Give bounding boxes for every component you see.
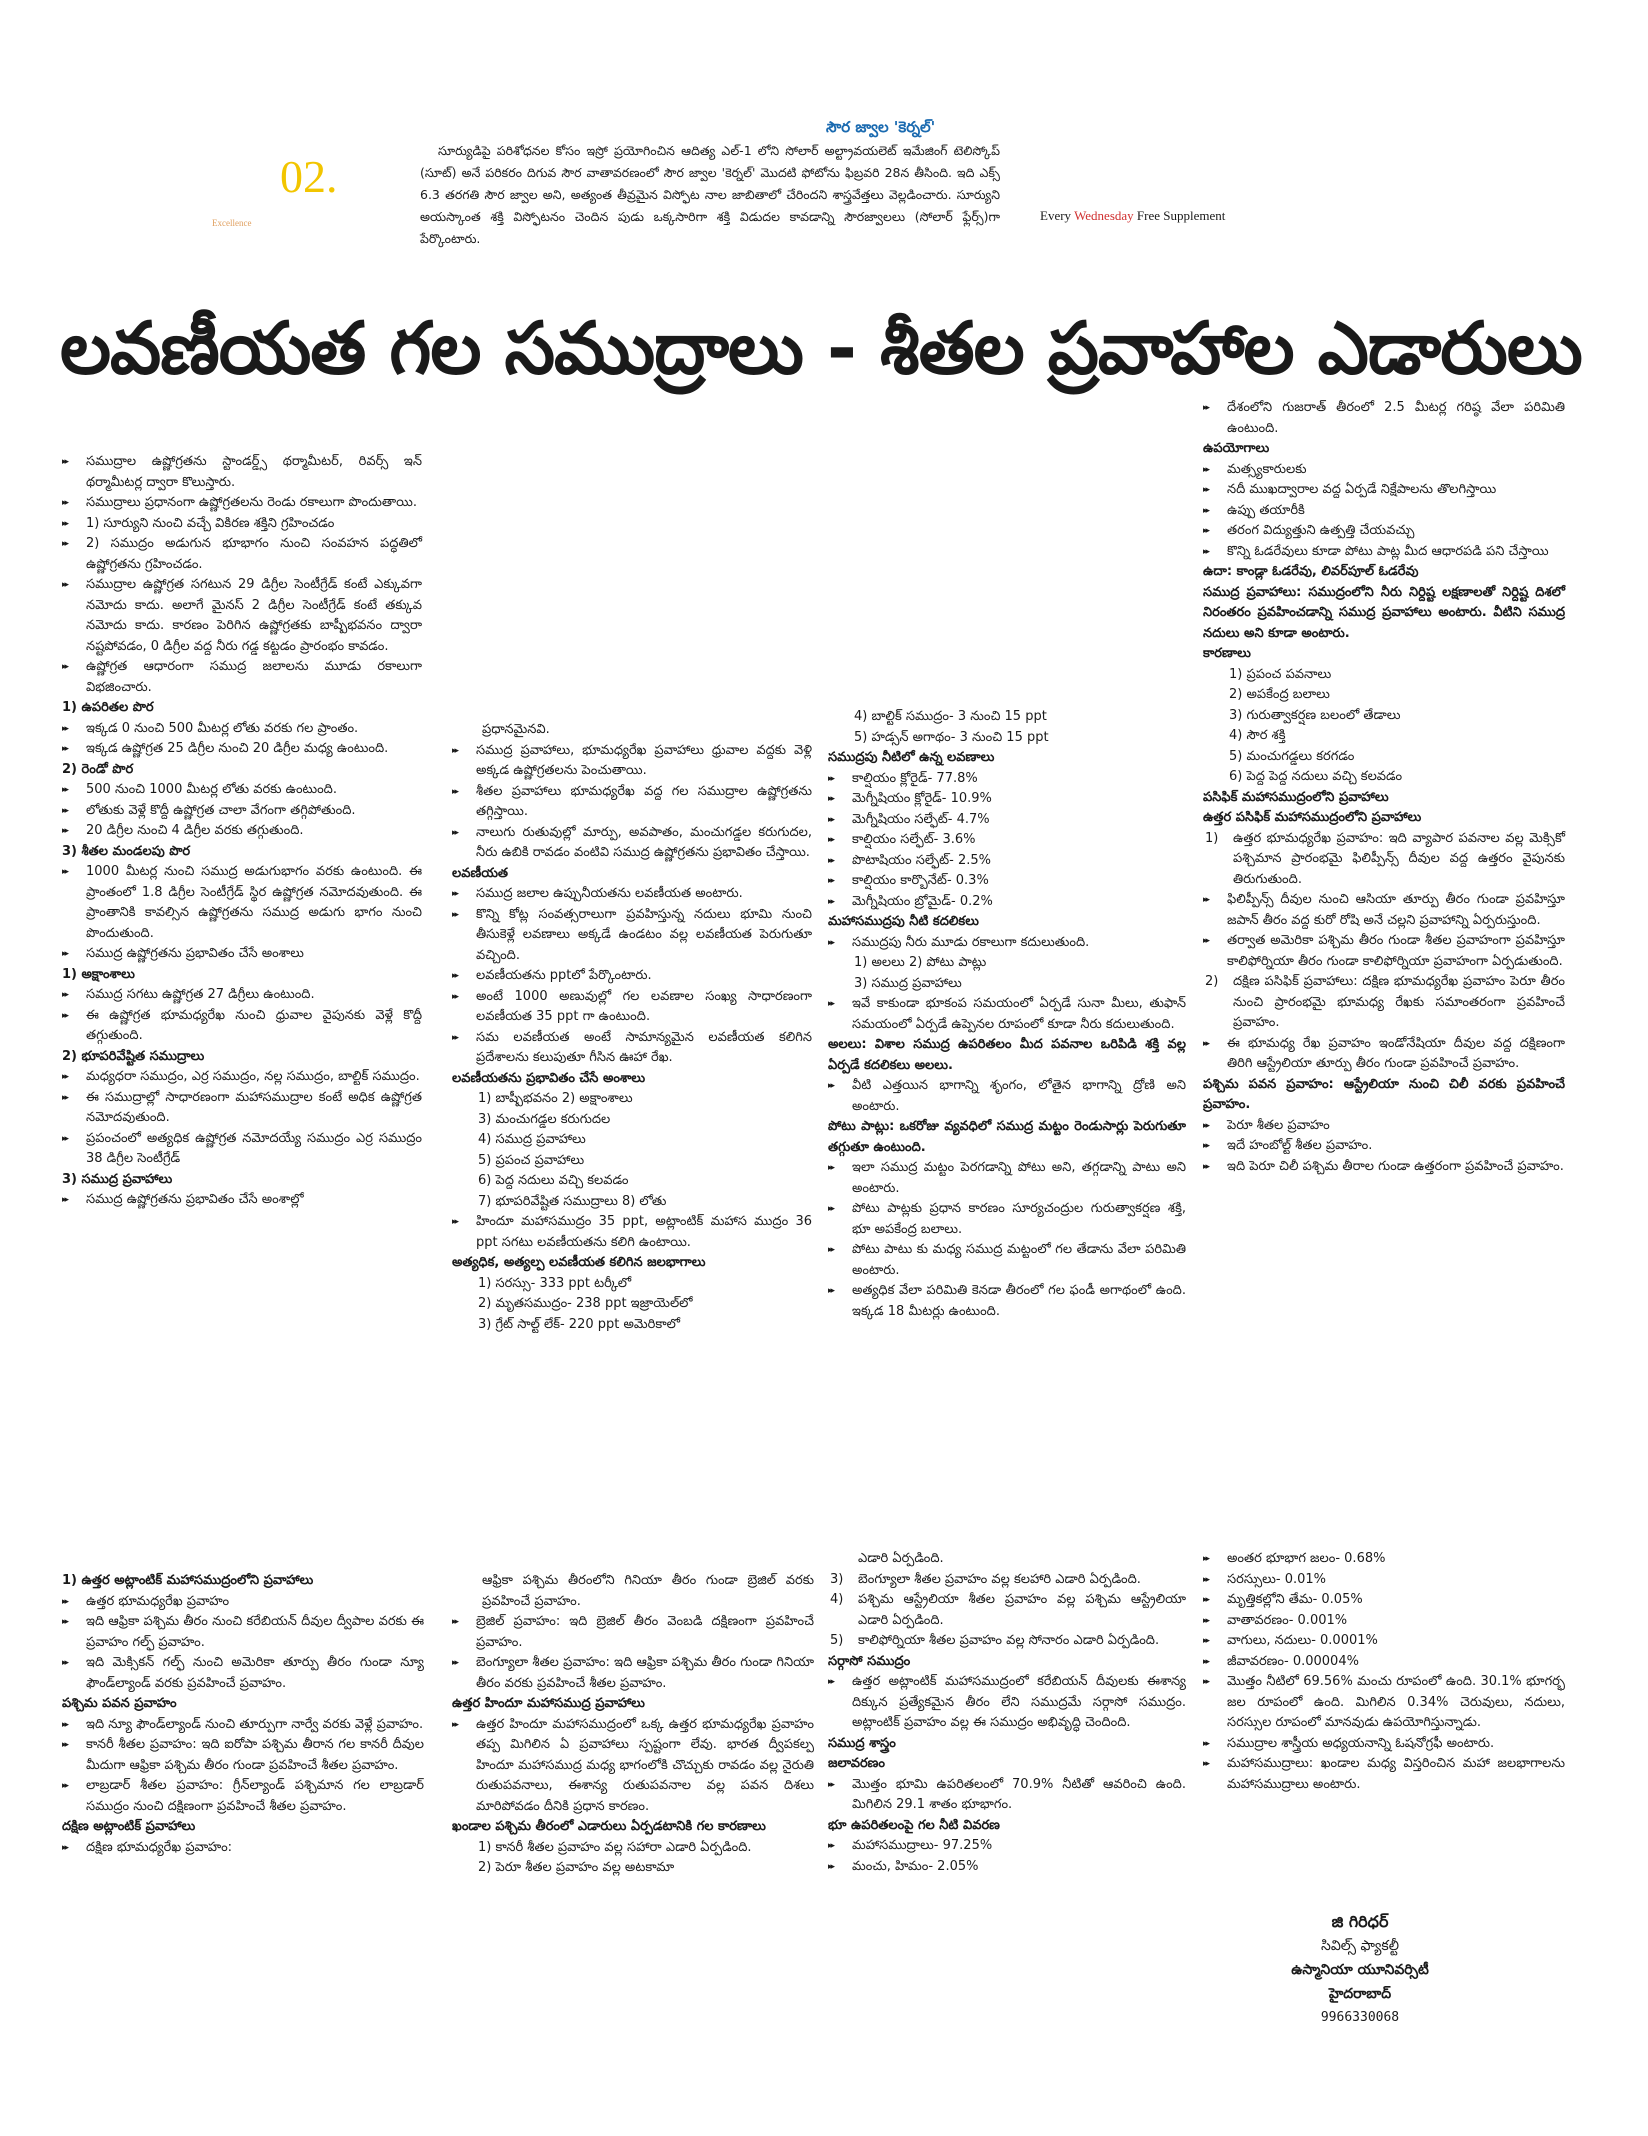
bullet-item: ▸▸ మెగ్నీషియం బ్రోమైడ్- 0.2% [828, 892, 1186, 913]
bullet-item: ▸▸ ఉత్తర భూమధ్యరేఖ ప్రవాహం [62, 1592, 424, 1613]
section-heading: 2) భూపరివేష్టిత సముద్రాలు [62, 1048, 205, 1064]
item-number: 5) [830, 1633, 844, 1648]
list-item: 1) అలలు 2) పోటు పాట్లు [854, 955, 987, 970]
section-heading: ఖండాల పశ్చిమ తీరంలో ఎడారులు ఏర్పడటానికి గల కారణాలు [452, 1819, 766, 1834]
bullet-item: ▸▸ కాల్షియం కార్బొనేట్- 0.3% [828, 871, 1186, 892]
bullet-item: ▸▸ దేశంలోని గుజరాత్ తీరంలో 2.5 మీటర్ల గరిష్ఠ వేలా పరిమితి ఉంటుంది. [1203, 398, 1565, 439]
bullet-item: ▸▸ కానరీ శీతల ప్రవాహం: ఇది ఐరోపా పశ్చిమ తీరాన గల కానరీ దీవుల మీదుగా ఆఫ్రికా పశ్చిమ తీరం గుండా ప్రవహించే శీతల ప్రవాహం. [62, 1735, 424, 1776]
column-8 [1203, 1549, 1565, 1795]
list-item: 3) సముద్ర ప్రవాహాలు [854, 975, 962, 991]
bullet-item: ▸▸ సరస్సులు- 0.01% [1203, 1570, 1565, 1591]
author-phone: 9966330068 [1320, 2010, 1400, 2025]
bullet-item: ▸▸ లోతుకు వెళ్లే కొద్దీ ఉష్ణోగ్రత చాలా వేగంగా తగ్గిపోతుంది. [62, 801, 422, 822]
list-item: 2) మృతసముద్రం- 238 ppt ఇజ్రాయెల్‌లో [478, 1296, 693, 1311]
list-item: 4) సౌర శక్తి [1229, 728, 1286, 743]
tagline [1040, 208, 1225, 224]
bullet-item: ▸▸ ఇది పెరూ చిలీ పశ్చిమ తీరాల గుండా ఉత్తరంగా ప్రవహించే ప్రవాహం. [1203, 1157, 1565, 1178]
bullet-item: ▸▸ వాతావరణం- 0.001% [1203, 1611, 1565, 1632]
section-heading: పశ్చిమ పవన ప్రవాహం: ఆస్ట్రేలియా నుంచి చిలీ వరకు ప్రవహించే ప్రవాహం. [1203, 1076, 1565, 1112]
continued-text: ప్రధానమైనవి. [482, 722, 550, 737]
bullet-item: ▸▸ మహాసముద్రాలు: ఖండాల మధ్య విస్తరించిన మహా జలభాగాలను మహాసముద్రాలు అంటారు. [1203, 1754, 1565, 1795]
author-block [1195, 1910, 1525, 2030]
bullet-item: ▸▸ నాలుగు రుతువుల్లో మార్పు, అవపాతం, మంచుగడ్డల కరుగుదల, నీరు ఉబికి రావడం వంటివి సముద్ర ఉష్ణోగ్రతను ప్రభావితం చేస్తాయి. [452, 823, 812, 864]
bullet-item: ▸▸ మెగ్నీషియం సల్ఫేట్- 4.7% [828, 810, 1186, 831]
bullet-item: ▸▸ కాల్షియం సల్ఫేట్- 3.6% [828, 830, 1186, 851]
continued-text: ఎడారి ఏర్పడింది. [858, 1551, 944, 1566]
item-number: 2) [1205, 974, 1219, 989]
section-heading: సర్గాసో సముద్రం [828, 1653, 911, 1669]
news-text: సూర్యుడిపై పరిశోధనల కోసం ఇస్రో ప్రయోగించిన ఆదిత్య ఎల్-1 లోని సోలార్ అల్ట్రావయలెట్ ఇమేజింగ్ టెలిస్కోప్ (సూట్) అనే పరికరం దిగువ సౌర వాతావరణంలో సౌర జ్వాల 'కెర్నల్' మొదటి ఫోటోను ఫిబ్రవరి 28న తీసింది. ఇది ఎక్స్ 6.3 తరగతి సౌర జ్వాల అని, అత్యంత తీవ్రమైన విస్ఫోట నాల జాబితాలో చేరిందని శాస్త్రవేత్తలు వెల్లడించారు. సూర్యుని అయస్కాంత శక్తి విస్ఫోటనం చెందిన పుడు ఒక్కసారిగా శక్తి విడుదల కావడాన్ని సౌరజ్వాలలు (సోలార్ ఫ్లేర్స్)గా పేర్కొంటారు. [420, 143, 1000, 246]
section-heading: ఉత్తర పసిఫిక్ మహాసముద్రంలోని ప్రవాహాలు [1203, 810, 1422, 825]
bullet-item: ▸▸ ఇలా సముద్ర మట్టం పెరగడాన్ని పోటు అని, తగ్గడాన్ని పాటు అని అంటారు. [828, 1158, 1186, 1199]
bullet-item: ▸▸ శీతల ప్రవాహాలు భూమధ్యరేఖ వద్ద గల సముద్రాల ఉష్ణోగ్రతను తగ్గిస్తాయి. [452, 782, 812, 823]
bullet-item: ▸▸ మృత్తికల్లోని తేమ- 0.05% [1203, 1590, 1565, 1611]
item-text: పశ్చిమ ఆస్ట్రేలియా శీతల ప్రవాహం వల్ల పశ్చిమ ఆస్ట్రేలియా ఎడారి ఏర్పడింది. [858, 1592, 1186, 1628]
bullet-item: ▸▸ సముద్ర ప్రవాహాలు, భూమధ్యరేఖ ప్రవాహాలు ధ్రువాల వద్దకు వెళ్లి అక్కడ ఉష్ణోగ్రతలను పెంచుతాయి. [452, 741, 812, 782]
section-heading: ఉదా: కాండ్లా ఓడరేవు, లివర్‌పూల్ ఓడరేవు [1203, 564, 1419, 579]
section-heading: అత్యధిక, అత్యల్ప లవణీయత కలిగిన జలభాగాలు [452, 1255, 706, 1270]
section-heading: జలావరణం [828, 1756, 885, 1771]
bullet-item: ▸▸ సముద్రాల ఉష్ణోగ్రత సగటున 29 డిగ్రీల సెంటీగ్రేడ్ కంటే ఎక్కువగా నమోదు కాదు. అలాగే మైనస్ 2 డిగ్రీల సెంటీగ్రేడ్ కంటే తక్కువ నమోదు కాదు. కారణం పెరిగిన ఉష్ణోగ్రతకు బాష్పీభవనం ద్వారా నష్టపోవడం, 0 డిగ్రీల వద్ద నీరు గడ్డ కట్టడం ప్రారంభం కావడం. [62, 575, 422, 657]
bullet-item: ▸▸ వీటి ఎత్తయిన భాగాన్ని శృంగం, లోతైన భాగాన్ని ద్రోణి అని అంటారు. [828, 1076, 1186, 1117]
section-heading: సముద్ర శాస్త్రం [828, 1735, 896, 1751]
bullet-item: ▸▸ 500 నుంచి 1000 మీటర్ల లోతు వరకు ఉంటుంది. [62, 780, 422, 801]
bullet-item: ▸▸ ఇది న్యూ ఫౌండ్‌ల్యాండ్ నుంచి తూర్పుగా నార్వే వరకు వెళ్లే ప్రవాహం. [62, 1715, 424, 1736]
bullet-item: ▸▸ మధ్యధరా సముద్రం, ఎర్ర సముద్రం, నల్ల సముద్రం, బాల్టిక్ సముద్రం. [62, 1067, 422, 1088]
bullet-item: ▸▸ ఇక్కడ 0 నుంచి 500 మీటర్ల లోతు వరకు గల ప్రాంతం. [62, 719, 422, 740]
numbered-item [828, 1590, 1186, 1631]
brand-label: Excellence [212, 218, 252, 228]
bullet-item: ▸▸ నదీ ముఖద్వారాల వద్ద ఏర్పడే నిక్షేపాలను తొలగిస్తాయి [1203, 480, 1565, 501]
bullet-item: ▸▸ అత్యధిక వేలా పరిమితి కెనడా తీరంలో గల ఫండీ అగాథంలో ఉంది. ఇక్కడ 18 మీటర్లు ఉంటుంది. [828, 1281, 1186, 1322]
list-item: 6) పెద్ద పెద్ద నదులు వచ్చి కలవడం [1229, 769, 1403, 784]
bullet-item: ▸▸ సముద్రాల శాస్త్రీయ అధ్యయనాన్ని ఓషనోగ్రఫీ అంటారు. [1203, 1734, 1565, 1755]
bullet-item: ▸▸ ఉత్తర అట్లాంటిక్ మహాసముద్రంలో కరేబియన్ దీవులకు ఈశాన్య దిక్కున ప్రత్యేకమైన తీరం లేని సముద్రమే సర్గాసో సముద్రం. అట్లాంటిక్ ప్రవాహం వల్ల ఈ సముద్రం అభివృద్ధి చెందింది. [828, 1672, 1186, 1734]
bullet-item: ▸▸ సముద్ర జలాల ఉప్పునీయతను లవణీయత అంటారు. [452, 884, 812, 905]
bullet-item: ▸▸ లవణీయతను pptలో పేర్కొంటారు. [452, 966, 812, 987]
bullet-item: ▸▸ పొటాషియం సల్ఫేట్- 2.5% [828, 851, 1186, 872]
section-heading: పసిఫిక్ మహాసముద్రంలోని ప్రవాహాలు [1203, 789, 1389, 805]
bullet-item: ▸▸ ఈ భూమధ్య రేఖ ప్రవాహం ఇండోనేషియా దీవుల వద్ద దక్షిణంగా తిరిగి ఆస్ట్రేలియా తూర్పు తీరం గుండా ప్రవహించే ప్రవాహం. [1203, 1034, 1565, 1075]
section-heading: పోటు పాట్లు: ఒకరోజు వ్యవధిలో సముద్ర మట్టం రెండుసార్లు పెరుగుతూ తగ్గుతూ ఉంటుంది. [828, 1119, 1186, 1155]
section-heading: 1) ఉపరితల పొర [62, 700, 154, 715]
list-item: 1) బాష్పీభవనం 2) అక్షాంశాలు [478, 1091, 633, 1106]
list-item: 5) మంచుగడ్డలు కరగడం [1229, 748, 1355, 764]
bullet-item: ▸▸ మొత్తం భూమి ఉపరితలంలో 70.9% నీటితో ఆవరించి ఉంది. మిగిలిన 29.1 శాతం భూభాగం. [828, 1775, 1186, 1816]
section-heading: ఉపయోగాలు [1203, 441, 1270, 456]
author-role: సివిల్స్ ఫ్యాకల్టీ [1321, 1938, 1399, 1954]
section-heading: 1) ఉత్తర అట్లాంటిక్ మహాసముద్రంలోని ప్రవాహాలు [62, 1573, 314, 1588]
section-heading: లవణీయత [452, 865, 509, 881]
section-heading: కారణాలు [1203, 646, 1251, 661]
list-item: 3) గ్రేట్ సాల్ట్ లేక్- 220 ppt అమెరికాలో [478, 1316, 680, 1332]
numbered-item [828, 1631, 1186, 1652]
section-heading: 1) అక్షాంశాలు [62, 966, 135, 982]
section-heading: లవణీయతను ప్రభావితం చేసే అంశాలు [452, 1070, 646, 1086]
item-number: 4) [830, 1592, 844, 1607]
list-item: 4) బాల్టిక్ సముద్రం- 3 నుంచి 15 ppt [854, 709, 1047, 724]
bullet-item: ▸▸ 1000 మీటర్ల నుంచి సముద్ర అడుగుభాగం వరకు ఉంటుంది. ఈ ప్రాంతంలో 1.8 డిగ్రీల సెంటీగ్రేడ్ స్థిర ఉష్ణోగ్రత నమోదవుతుంది. ఈ ప్రాంతానికి కావల్సిన ఉష్ణోగ్రతను సముద్ర అడుగు భాగం నుంచి పొందుతుంది. [62, 862, 422, 944]
tagline-day: Wednesday [1074, 208, 1134, 223]
item-text: ఉత్తర భూమధ్యరేఖ ప్రవాహం: ఇది వ్యాపార పవనాల వల్ల మెక్సికో పశ్చిమాన ప్రారంభమై ఫిలిప్పీన్స్ దీవుల వద్ద ఉత్తరం వైపునకు తిరుగుతుంది. [1233, 830, 1565, 887]
list-item: 2) అపకేంద్ర బలాలు [1229, 687, 1330, 702]
numbered-item [828, 1570, 1186, 1591]
author-org: ఉస్మానియా యూనివర్సిటీ [1291, 1962, 1429, 1978]
section-heading: అలలు: విశాల సముద్ర ఉపరితలం మీద పవనాల ఒరిపిడి శక్తి వల్ల ఏర్పడే కదలికలు అలలు. [828, 1037, 1186, 1073]
bullet-item: ▸▸ సముద్రపు నీరు మూడు రకాలుగా కదులుతుంది. [828, 933, 1186, 954]
tagline-prefix: Every [1040, 208, 1075, 223]
continued-text: ఆఫ్రికా పశ్చిమ తీరంలోని గినియా తీరం గుండా బ్రెజిల్ వరకు ప్రవహించే ప్రవాహం. [482, 1573, 814, 1609]
section-heading: భూ ఉపరితలంపై గల నీటి వివరణ [828, 1817, 1000, 1833]
list-item: 7) భూపరివేష్టిత సముద్రాలు 8) లోతు [478, 1193, 667, 1209]
list-item: 5) హడ్సన్ అగాథం- 3 నుంచి 15 ppt [854, 729, 1049, 745]
bullet-item: ▸▸ సముద్ర సగటు ఉష్ణోగ్రత 27 డిగ్రీలు ఉంటుంది. [62, 985, 422, 1006]
bullet-item: ▸▸ 2) సముద్రం అడుగున భూభాగం నుంచి సంవహన పద్ధతిలో ఉష్ణోగ్రతను గ్రహించడం. [62, 534, 422, 575]
bullet-item: ▸▸ ఈ సముద్రాల్లో సాధారణంగా మహాసముద్రాల కంటే అధిక ఉష్ణోగ్రత నమోదవుతుంది. [62, 1088, 422, 1129]
bullet-item: ▸▸ సముద్రాల ఉష్ణోగ్రతను స్టాండర్డ్స్ థర్మామీటర్, రివర్స్ ఇన్ థర్మామీటర్ల ద్వారా కొలుస్తారు. [62, 452, 422, 493]
bullet-item: ▸▸ ఉష్ణోగ్రత ఆధారంగా సముద్ర జలాలను మూడు రకాలుగా విభజించారు. [62, 657, 422, 698]
bullet-item: ▸▸ 20 డిగ్రీల నుంచి 4 డిగ్రీల వరకు తగ్గుతుంది. [62, 821, 422, 842]
bullet-item: ▸▸ బ్రెజిల్ ప్రవాహం: ఇది బ్రెజిల్ తీరం వెంబడి దక్షిణంగా ప్రవహించే ప్రవాహం. [452, 1612, 814, 1653]
bullet-item: ▸▸ ఇక్కడ ఉష్ణోగ్రత 25 డిగ్రీల నుంచి 20 డిగ్రీల మధ్య ఉంటుంది. [62, 739, 422, 760]
column-2 [452, 720, 812, 1335]
bullet-item: ▸▸ మత్స్యకారులకు [1203, 460, 1565, 481]
section-heading: 2) రెండో పొర [62, 761, 134, 777]
bullet-item: ▸▸ ఇది మెక్సికన్ గల్ఫ్ నుంచి అమెరికా తూర్పు తీరం గుండా న్యూ ఫౌండ్‌ల్యాండ్ వరకు ప్రవహించే ప్రవాహం. [62, 1653, 424, 1694]
bullet-item: ▸▸ పోటు పాటు కు మధ్య సముద్ర మట్టంలో గల తేడాను వేలా పరిమితి అంటారు. [828, 1240, 1186, 1281]
bullet-item: ▸▸ పెరూ శీతల ప్రవాహం [1203, 1116, 1565, 1137]
bullet-item: ▸▸ సముద్రాలు ప్రధానంగా ఉష్ణోగ్రతలను రెండు రకాలుగా పొందుతాయి. [62, 493, 422, 514]
column-5 [62, 1571, 424, 1858]
bullet-item: ▸▸ హిందూ మహాసముద్రం 35 ppt, అట్లాంటిక్ మహాస ముద్రం 36 ppt సగటు లవణీయతను కలిగి ఉంటాయి. [452, 1212, 812, 1253]
bullet-item: ▸▸ కాల్షియం క్లోరైడ్- 77.8% [828, 769, 1186, 790]
bullet-item: ▸▸ ప్రపంచంలో అత్యధిక ఉష్ణోగ్రత నమోదయ్యే సముద్రం ఎర్ర సముద్రం 38 డిగ్రీల సెంటీగ్రేడ్ [62, 1129, 422, 1170]
bullet-item: ▸▸ బెంగ్యూలా శీతల ప్రవాహం: ఇది ఆఫ్రికా పశ్చిమ తీరం గుండా గినియా తీరం వరకు ప్రవహించే శీతల ప్రవాహం. [452, 1653, 814, 1694]
numbered-item [1203, 829, 1565, 891]
bullet-item: ▸▸ లాబ్రడార్ శీతల ప్రవాహం: గ్రీన్‌ల్యాండ్ పశ్చిమాన గల లాబ్రడార్ సముద్రం నుంచి దక్షిణంగా ప్రవహించే శీతల ప్రవాహం. [62, 1776, 424, 1817]
bullet-item: ▸▸ దక్షిణ భూమధ్యరేఖ ప్రవాహం: [62, 1838, 424, 1859]
bullet-item: ▸▸ ఫిలిప్పీన్స్ దీవుల నుంచి ఆసియా తూర్పు తీరం గుండా ప్రవహిస్తూ జపాన్ తీరం వద్ద కురో రోషి అనే చల్లని ప్రవాహాన్ని ఏర్పరుస్తుంది. [1203, 890, 1565, 931]
list-item: 4) సముద్ర ప్రవాహాలు [478, 1132, 586, 1147]
bullet-item: ▸▸ ఉత్తర హిందూ మహాసముద్రంలో ఒక్క ఉత్తర భూమధ్యరేఖ ప్రవాహం తప్ప మిగిలిన ఏ ప్రవాహాలు స్పష్టంగా లేవు. భారత ద్వీపకల్ప హిందూ మహాసముద్ర మధ్య భాగంలోకి చొచ్చుకు రావడం వల్ల నైరుతి రుతుపవనాలు, ఈశాన్య రుతుపవనాల వల్ల పవన దిశలు మారిపోవడం దీనికి ప్రధాన కారణం. [452, 1715, 814, 1818]
item-text: కాలిఫోర్నియా శీతల ప్రవాహం వల్ల సోనారం ఎడారి ఏర్పడింది. [858, 1633, 1160, 1648]
section-heading: సముద్ర ప్రవాహాలు: సముద్రంలోని నీరు నిర్దిష్ట లక్షణాలతో నిర్దిష్ట దిశలో నిరంతరం ప్రవహించడాన్ని సముద్ర ప్రవాహాలు అంటారు. వీటిని సముద్ర నదులు అని కూడా అంటారు. [1203, 584, 1565, 641]
column-7 [828, 1549, 1186, 1877]
column-1 [62, 452, 422, 1211]
bullet-item: ▸▸ సముద్ర ఉష్ణోగ్రతను ప్రభావితం చేసే అంశాల్లో [62, 1190, 422, 1211]
section-heading: మహాసముద్రపు నీటి కదలికలు [828, 914, 979, 929]
list-item: 3) గురుత్వాకర్షణ బలంలో తేడాలు [1229, 707, 1401, 723]
list-item: 1) సరస్సు- 333 ppt టర్కీలో [478, 1275, 632, 1291]
bullet-item: ▸▸ మహాసముద్రాలు- 97.25% [828, 1836, 1186, 1857]
bullet-item: ▸▸ పోటు పాట్లకు ప్రధాన కారణం సూర్యచంద్రుల గురుత్వాకర్షణ శక్తి, భూ అపకేంద్ర బలాలు. [828, 1199, 1186, 1240]
author-city: హైదరాబాద్ [1328, 1986, 1392, 2002]
item-number: 1) [1205, 830, 1219, 846]
bullet-item: ▸▸ కొన్ని ఓడరేవులు కూడా పోటు పాట్ల మీద ఆధారపడి పని చేస్తాయి [1203, 542, 1565, 563]
news-title: సౌర జ్వాల 'కెర్నల్' [826, 118, 936, 136]
bullet-item: ▸▸ వాగులు, నదులు- 0.0001% [1203, 1631, 1565, 1652]
column-3 [828, 707, 1186, 1322]
headline: లవణీయత గల సముద్రాలు - శీతల ప్రవాహాల ఎడారులు [60, 306, 1582, 390]
section-heading: దక్షిణ అట్లాంటిక్ ప్రవాహాలు [62, 1819, 196, 1834]
bullet-item: ▸▸ ఈ ఉష్ణోగ్రత భూమధ్యరేఖ నుంచి ధ్రువాల వైపునకు వెళ్లే కొద్దీ తగ్గుతుంది. [62, 1006, 422, 1047]
section-heading: సముద్రపు నీటిలో ఉన్న లవణాలు [828, 750, 995, 765]
list-item: 3) మంచుగడ్డల కరుగుదల [478, 1111, 611, 1127]
bullet-item: ▸▸ సముద్ర ఉష్ణోగ్రతను ప్రభావితం చేసే అంశాలు [62, 944, 422, 965]
bullet-item: ▸▸ మొత్తం నీటిలో 69.56% మంచు రూపంలో ఉంది. 30.1% భూగర్భ జల రూపంలో ఉంది. మిగిలిన 0.34% చెరువులు, నదులు, సరస్సుల రూపంలో మానవుడు ఉపయోగిస్తున్నాడు. [1203, 1672, 1565, 1734]
bullet-item: ▸▸ ఇవే కాకుండా భూకంప సమయంలో ఏర్పడే సునా మీలు, తుఫాన్ సమయంలో ఏర్పడే ఉప్పెనల రూపంలో కూడా నీరు కదులుతుంది. [828, 994, 1186, 1035]
bullet-item: ▸▸ అంతర భూభాగ జలం- 0.68% [1203, 1549, 1565, 1570]
section-heading: పశ్చిమ పవన ప్రవాహం [62, 1696, 177, 1711]
item-text: దక్షిణ పసిఫిక్ ప్రవాహాలు: దక్షిణ భూమధ్యరేఖ ప్రవాహం పెరూ తీరం నుంచి ప్రారంభమై భూమధ్య రేఖకు సమాంతరంగా ప్రవహించే ప్రవాహం. [1233, 974, 1565, 1030]
bullet-item: ▸▸ కొన్ని కోట్ల సంవత్సరాలుగా ప్రవహిస్తున్న నదులు భూమి నుంచి తీసుకెళ్లే లవణాలు అక్కడే ఉండటం వల్ల లవణీయత పెరుగుతూ వచ్చింది. [452, 905, 812, 967]
bullet-item: ▸▸ అంటే 1000 అణువుల్లో గల లవణాల సంఖ్య సాధారణంగా లవణీయత 35 ppt గా ఉంటుంది. [452, 987, 812, 1028]
numbered-item [1203, 972, 1565, 1034]
bullet-item: ▸▸ ఇది ఆఫ్రికా పశ్చిమ తీరం నుంచి కరేబియన్ దీవుల ద్వీపాల వరకు ఈ ప్రవాహం గల్ఫ్ ప్రవాహం. [62, 1612, 424, 1653]
section-heading: 3) శీతల మండలపు పొర [62, 843, 191, 859]
bullet-item: ▸▸ ఇదే హంబోల్ట్ శీతల ప్రవాహం. [1203, 1136, 1565, 1157]
page-number: 02. [280, 151, 338, 202]
bullet-item: ▸▸ 1) సూర్యుని నుంచి వచ్చే వికిరణ శక్తిని గ్రహించడం [62, 514, 422, 535]
list-item: 2) పెరూ శీతల ప్రవాహం వల్ల అటకామా [478, 1860, 675, 1875]
bullet-item: ▸▸ మెగ్నీషియం క్లోరైడ్- 10.9% [828, 789, 1186, 810]
column-4 [1203, 398, 1565, 1177]
list-item: 1) కానరీ శీతల ప్రవాహం వల్ల సహారా ఎడారి ఏర్పడింది. [478, 1839, 752, 1855]
bullet-item: ▸▸ తరంగ విద్యుత్తుని ఉత్పత్తి చేయవచ్చు [1203, 521, 1565, 542]
bullet-item: ▸▸ జీవావరణం- 0.00004% [1203, 1652, 1565, 1673]
column-6 [452, 1571, 814, 1879]
tagline-suffix: Free Supplement [1133, 208, 1226, 223]
bullet-item: ▸▸ మంచు, హిమం- 2.05% [828, 1857, 1186, 1878]
item-text: బెంగ్యూలా శీతల ప్రవాహం వల్ల కలహారి ఎడారి ఏర్పడింది. [858, 1571, 1141, 1587]
list-item: 1) ప్రపంచ పవనాలు [1229, 666, 1332, 682]
author-name: జి గిరిధర్ [1331, 1912, 1389, 1931]
section-heading: 3) సముద్ర ప్రవాహాలు [62, 1171, 173, 1187]
list-item: 5) ప్రపంచ ప్రవాహాలు [478, 1152, 585, 1168]
bullet-item: ▸▸ ఉప్పు తయారీకి [1203, 501, 1565, 522]
bullet-item: ▸▸ సమ లవణీయత అంటే సామాన్యమైన లవణీయత కలిగిన ప్రదేశాలను కలుపుతూ గీసిన ఊహా రేఖ. [452, 1028, 812, 1069]
section-heading: ఉత్తర హిందూ మహాసముద్ర ప్రవాహాలు [452, 1696, 645, 1711]
bullet-item: ▸▸ తర్వాత అమెరికా పశ్చిమ తీరం గుండా శీతల ప్రవాహంగా ప్రవహిస్తూ కాలిఫోర్నియా తీరం గుండా కాలిఫోర్నియా ప్రవాహంగా ఏర్పడుతుంది. [1203, 931, 1565, 972]
item-number: 3) [830, 1571, 844, 1587]
list-item: 6) పెద్ద నదులు వచ్చి కలవడం [478, 1173, 629, 1188]
